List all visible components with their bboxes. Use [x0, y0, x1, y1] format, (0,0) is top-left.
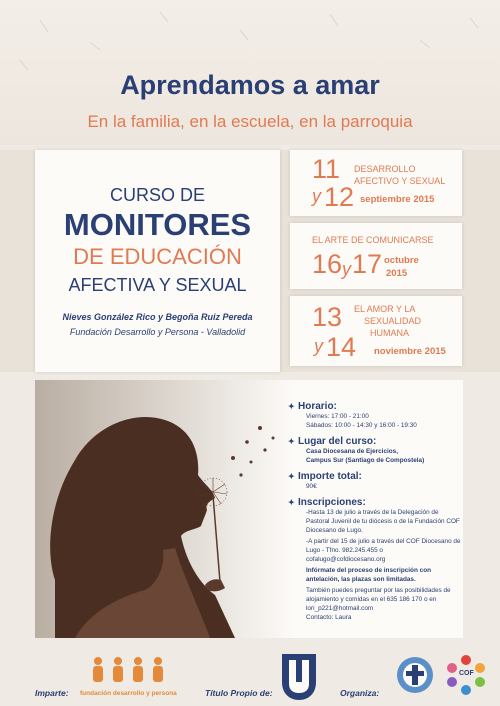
horario-line-1: Viernes: 17:00 - 21:00 — [306, 413, 369, 420]
pin-icon: ✦ — [288, 498, 295, 507]
session-topic-c: HUMANA — [370, 328, 410, 338]
session-y: y — [312, 186, 321, 206]
girl-dandelion-illustration — [35, 380, 295, 638]
pin-icon: ✦ — [288, 402, 295, 411]
session-box-2 — [290, 223, 462, 289]
course-line-2: MONITORES — [63, 207, 252, 242]
course-line-3: DE EDUCACIÓN — [73, 244, 242, 269]
imparte-label: Imparte: — [35, 688, 69, 698]
session-day1: 16 — [312, 249, 343, 279]
lugar-line-1: Casa Diocesana de Ejercicios, — [306, 448, 399, 455]
page-title: Aprendamos a amar — [120, 70, 380, 100]
titulo-label: Título Propio de: — [205, 688, 273, 698]
inscripciones-contact: Contacto: Laura — [306, 614, 352, 621]
inscripciones-heading: ✦ Inscripciones: — [288, 497, 366, 508]
lugar-heading: ✦ Lugar del curso: — [288, 436, 377, 447]
cof-logo-text: COF — [459, 670, 474, 677]
pin-icon: ✦ — [288, 437, 295, 446]
inscripciones-line-2: -A partir del 15 de julio a través del COF Diocesano de Lugo - Tfno. 982.245.455 o cofalugo@cofdiocesano.org — [306, 538, 461, 563]
page-subtitle: En la familia, en la escuela, en la parroquia — [87, 112, 413, 131]
session-month: octubre — [384, 255, 419, 266]
course-line-4: AFECTIVA Y SEXUAL — [68, 275, 247, 295]
session-day2: 14 — [326, 332, 357, 362]
session-topic-a: EL AMOR Y LA — [354, 304, 416, 314]
inscripciones-line-1: -Hasta 13 de julio a través de la Delegación de Pastoral Juvenil de tu diócesis o de la Fundación COF Diocesano de Lugo. — [306, 509, 460, 534]
info-section — [288, 401, 463, 622]
importe-value: 90€ — [306, 483, 317, 490]
people-logo — [88, 655, 168, 687]
session-y: y — [342, 259, 351, 279]
session-date: noviembre 2015 — [374, 346, 446, 357]
session-day1: 13 — [312, 302, 343, 332]
session-topic-b: SEXUALIDAD — [364, 316, 422, 326]
diocese-logo — [395, 655, 435, 695]
course-title-box — [35, 150, 280, 372]
session-date: septiembre 2015 — [360, 194, 435, 205]
imparte-org: fundación desarrollo y persona — [80, 690, 177, 697]
session-topic-b: AFECTIVO Y SEXUAL — [354, 176, 446, 186]
organiza-label: Organiza: — [340, 688, 380, 698]
session-box-1 — [290, 150, 462, 216]
university-logo — [280, 652, 318, 702]
course-line-1: CURSO DE — [109, 185, 205, 205]
inscripciones-line-3: Infórmate del proceso de inscripción con antelación, las plazas son limitadas. — [306, 567, 431, 583]
session-day2: 17 — [352, 249, 383, 279]
session-box-3 — [290, 296, 462, 366]
session-y: y — [314, 336, 323, 356]
lugar-line-2: Campus Sur (Santiago de Compostela) — [306, 457, 425, 464]
session-topic-a: EL ARTE DE COMUNICARSE — [312, 235, 434, 245]
horario-line-2: Sábados: 10:00 - 14:30 y 16:00 - 19:30 — [306, 422, 417, 429]
horario-heading: ✦ Horario: — [288, 401, 337, 412]
session-year: 2015 — [386, 268, 408, 279]
session-day2: 12 — [324, 182, 355, 212]
importe-heading: ✦ Importe total: — [288, 471, 362, 482]
pin-icon: ✦ — [288, 472, 295, 481]
course-org: Fundación Desarrollo y Persona - Valladolid — [69, 327, 246, 337]
session-topic-a: DESARROLLO — [354, 164, 416, 174]
session-day1: 11 — [312, 154, 341, 184]
inscripciones-line-4: También puedes preguntar por las posibilidades de alojamiento y comidas en el 635 186 170 o en lori_p221@hotmail.com — [306, 587, 451, 612]
course-authors: Nieves González Rico y Begoña Ruiz Pereda — [62, 312, 253, 322]
